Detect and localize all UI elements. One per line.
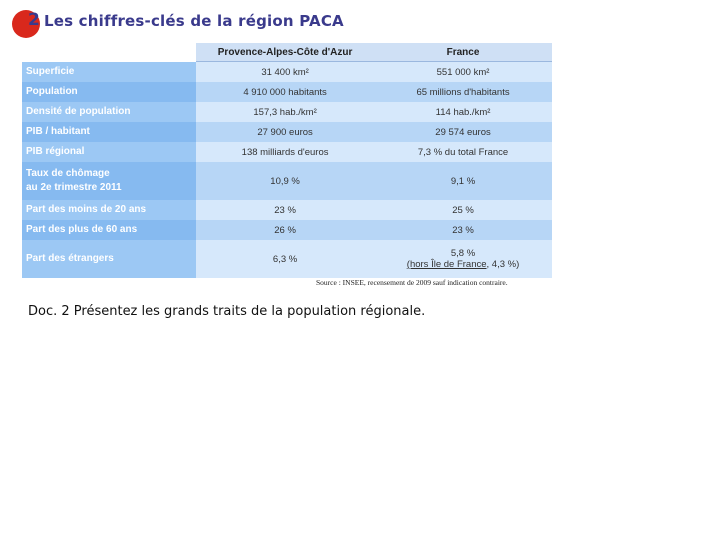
row-label: Superficie	[22, 62, 196, 83]
cell-paca: 26 %	[196, 220, 374, 240]
table-row	[22, 220, 552, 240]
header-paca: Provence-Alpes-Côte d'Azur	[196, 43, 374, 62]
cell-france	[374, 240, 552, 278]
row-label-line2: au 2e trimestre 2011	[26, 182, 122, 193]
cell-france: 551 000 km²	[374, 62, 552, 83]
key-figures-table	[22, 43, 552, 278]
header-corner	[22, 43, 196, 62]
cell-france: 9,1 %	[374, 162, 552, 200]
row-label: Densité de population	[22, 102, 196, 122]
cell-paca: 10,9 %	[196, 162, 374, 200]
doc-question: Présentez les grands traits de la population régionale.	[69, 304, 426, 319]
table-row	[22, 240, 552, 278]
cell-france-line1: 5,8 %	[450, 248, 476, 259]
source-note: Source : INSEE, recensement de 2009 sauf indication contraire.	[316, 278, 508, 287]
table-row	[22, 102, 552, 122]
title-number: 2	[28, 10, 40, 30]
cell-paca: 31 400 km²	[196, 62, 374, 83]
table-row	[22, 162, 552, 200]
row-label: PIB régional	[22, 142, 196, 162]
cell-paca: 23 %	[196, 200, 374, 220]
row-label-line1: Taux de chômage	[26, 168, 110, 179]
cell-paca: 138 milliards d'euros	[196, 142, 374, 162]
cell-paca: 6,3 %	[196, 240, 374, 278]
cell-france-line2	[378, 259, 548, 270]
table-row	[22, 82, 552, 102]
row-label: Part des plus de 60 ans	[22, 220, 196, 240]
row-label	[22, 162, 196, 200]
table-row	[22, 200, 552, 220]
row-label: Part des étrangers	[22, 240, 196, 278]
cell-france: 114 hab./km²	[374, 102, 552, 122]
table-row	[22, 142, 552, 162]
cell-france: 7,3 % du total France	[374, 142, 552, 162]
cell-paca: 4 910 000 habitants	[196, 82, 374, 102]
note-rest: , 4,3 %)	[486, 259, 520, 270]
table-row	[22, 122, 552, 142]
cell-france: 23 %	[374, 220, 552, 240]
cell-france: 65 millions d'habitants	[374, 82, 552, 102]
row-label: Part des moins de 20 ans	[22, 200, 196, 220]
doc-label: Doc. 2	[28, 304, 70, 319]
table-header-row	[22, 43, 552, 62]
document-title	[12, 8, 572, 42]
underlined-note: (hors Île de France	[406, 259, 487, 270]
title-text: Les chiffres-clés de la région PACA	[44, 12, 344, 30]
cell-paca: 27 900 euros	[196, 122, 374, 142]
doc-caption	[28, 304, 425, 319]
row-label: PIB / habitant	[22, 122, 196, 142]
header-france: France	[374, 43, 552, 62]
cell-france: 25 %	[374, 200, 552, 220]
cell-france: 29 574 euros	[374, 122, 552, 142]
table-row	[22, 62, 552, 83]
row-label: Population	[22, 82, 196, 102]
cell-paca: 157,3 hab./km²	[196, 102, 374, 122]
